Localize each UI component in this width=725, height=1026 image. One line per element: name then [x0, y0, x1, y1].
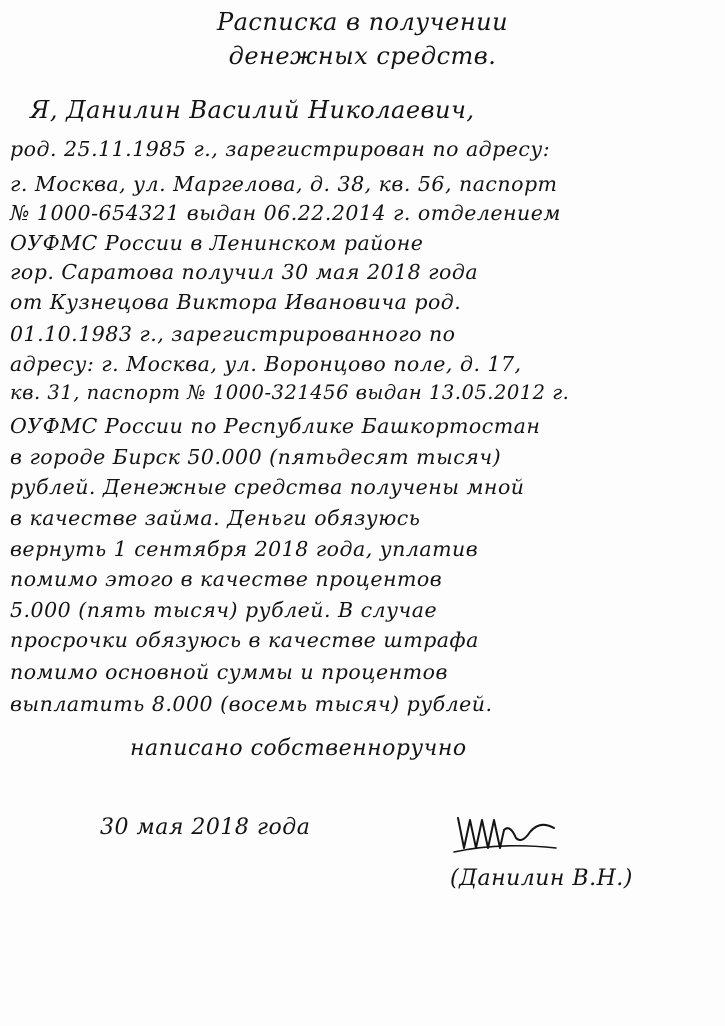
body-line-2: род. 25.11.1985 г., зарегистрирован по адресу:: [10, 137, 551, 161]
signature-scribble: [450, 808, 560, 860]
body-line-3: г. Москва, ул. Маргелова, д. 38, кв. 56, паспорт: [10, 172, 558, 196]
receipt-date: 30 мая 2018 года: [100, 815, 311, 840]
handwritten-note: написано собственноручно: [130, 736, 467, 761]
receipt-title-line-1: Расписка в получении: [216, 8, 509, 36]
body-line-19: помимо основной суммы и процентов: [10, 660, 448, 684]
body-line-10: кв. 31, паспорт № 1000-321456 выдан 13.05.2012 г.: [10, 381, 570, 404]
body-line-16: помимо этого в качестве процентов: [10, 567, 443, 591]
body-line-14: в качестве займа. Деньги обязуюсь: [10, 506, 421, 530]
body-line-5: ОУФМС России в Ленинском районе: [10, 231, 424, 255]
body-line-11: ОУФМС России по Республике Башкортостан: [10, 414, 541, 438]
body-line-18: просрочки обязуюсь в качестве штрафа: [10, 628, 479, 652]
signature-name: (Данилин В.Н.): [450, 866, 633, 891]
body-line-15: вернуть 1 сентября 2018 года, уплатив: [10, 537, 479, 561]
body-line-1: Я, Данилин Василий Николаевич,: [30, 96, 475, 124]
body-line-12: в городе Бирск 50.000 (пятьдесят тысяч): [10, 445, 502, 469]
receipt-title-line-2: денежных средств.: [228, 42, 497, 70]
body-line-9: адресу: г. Москва, ул. Воронцово поле, д. 17,: [10, 352, 522, 376]
body-line-13: рублей. Денежные средства получены мной: [10, 475, 525, 499]
body-line-20: выплатить 8.000 (восемь тысяч) рублей.: [10, 692, 493, 716]
body-line-6: гор. Саратова получил 30 мая 2018 года: [10, 260, 479, 284]
body-line-4: № 1000-654321 выдан 06.22.2014 г. отделением: [10, 201, 561, 225]
body-line-8: 01.10.1983 г., зарегистрированного по: [10, 322, 456, 346]
body-line-17: 5.000 (пять тысяч) рублей. В случае: [10, 598, 438, 622]
body-line-7: от Кузнецова Виктора Ивановича род.: [10, 290, 462, 314]
